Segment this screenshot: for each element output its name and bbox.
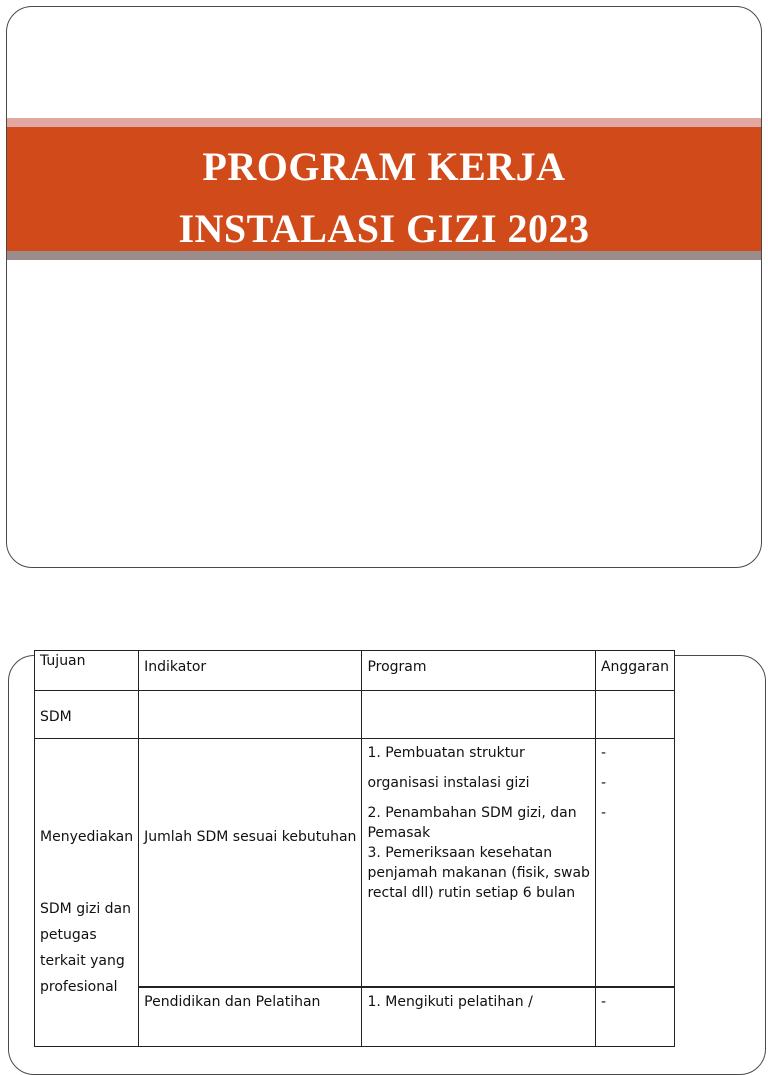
tujuan-line: SDM gizi dan [40,901,131,917]
slide-title-line-2: INSTALASI GIZI 2023 [178,206,590,251]
tujuan-line: terkait yang [40,953,125,969]
program-line: 1. Mengikuti pelatihan / [367,993,533,1010]
table-header-row [35,651,675,691]
header-indikator: Indikator [139,651,362,691]
anggaran-cell [595,987,674,1047]
section-label: SDM [35,691,139,739]
anggaran-value: - [600,775,606,791]
table-section-row [35,691,675,739]
anggaran-cell [595,739,674,987]
program-table [34,650,675,1047]
title-slide [6,6,762,568]
program-line: rectal dll) rutin setiap 6 bulan [367,885,576,901]
slide-title [7,137,761,261]
program-line: 2. Penambahan SDM gizi, dan [367,805,577,821]
header-anggaran: Anggaran [595,651,674,691]
header-program: Program [362,651,596,691]
table-row [35,739,675,987]
tujuan-cell [35,739,139,1047]
program-line: 1. Pembuatan struktur [367,745,525,761]
program-line: penjamah makanan (fisik, swab [367,865,590,881]
title-band-top-stripe [7,118,761,127]
program-line: organisasi instalasi gizi [367,775,530,791]
tujuan-line: profesional [40,979,118,995]
program-cell [362,987,596,1047]
program-cell [362,739,596,987]
anggaran-value: - [600,805,606,821]
anggaran-value: - [600,993,606,1010]
anggaran-value: - [600,745,606,761]
program-line: 3. Pemeriksaan kesehatan [367,845,553,861]
slide-title-line-1: PROGRAM KERJA [202,144,566,189]
indikator-cell: Pendidikan dan Pelatihan [139,987,362,1047]
tujuan-line: petugas [40,927,97,943]
program-line: Pemasak [367,825,431,841]
indikator-cell: Jumlah SDM sesuai kebutuhan [139,739,362,987]
tujuan-line: Menyediakan [40,829,134,845]
header-tujuan: Tujuan [35,651,139,691]
